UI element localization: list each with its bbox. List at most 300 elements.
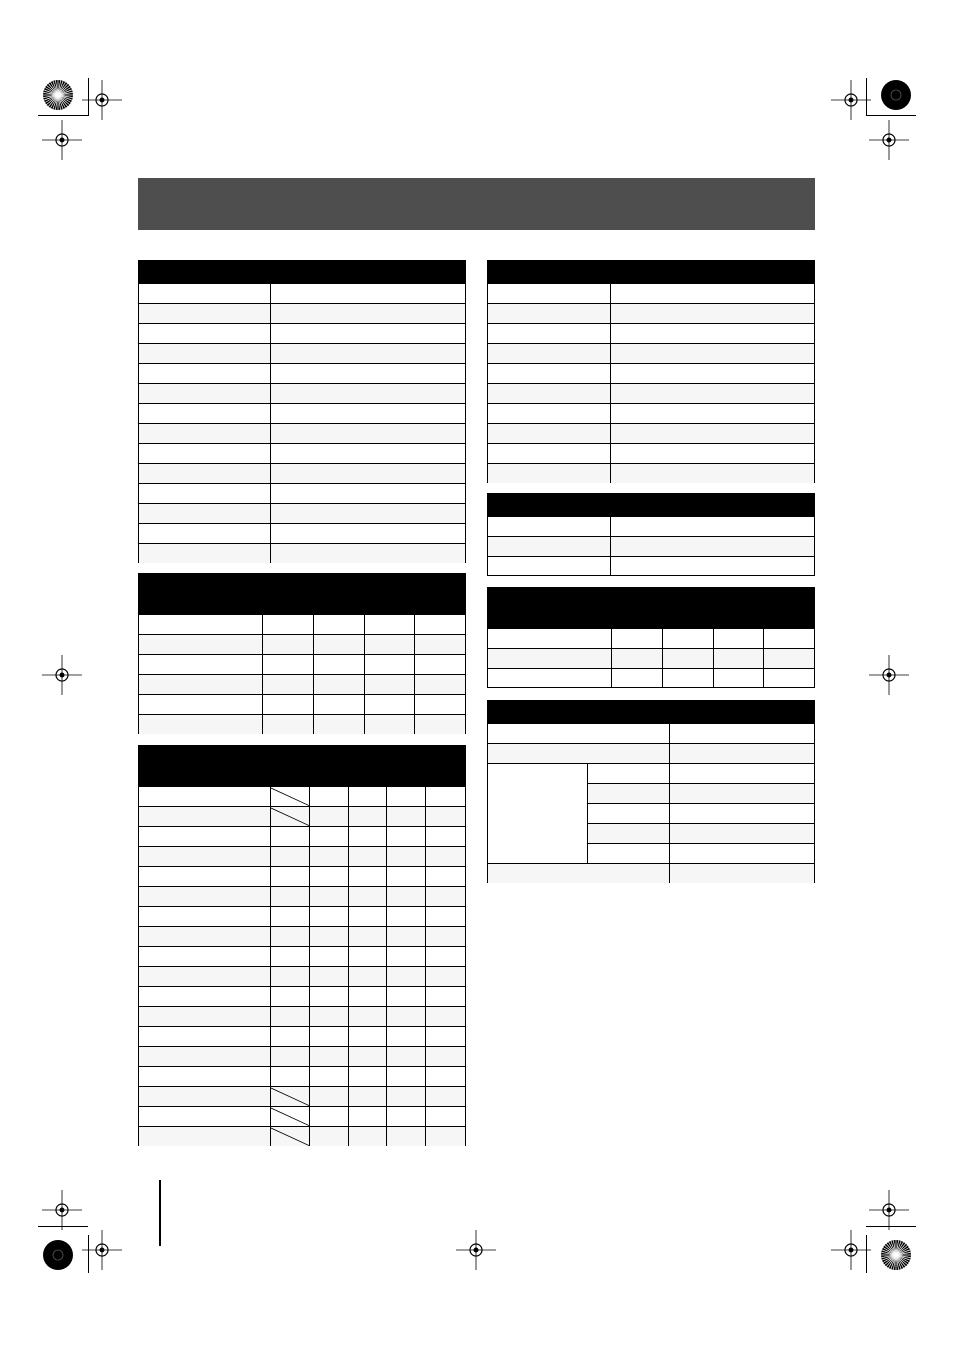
table-cell (610, 444, 814, 463)
table-cell (669, 804, 814, 823)
table-cell (488, 864, 669, 883)
table-cell (386, 927, 425, 946)
table-cell (488, 424, 610, 443)
table-cell (386, 987, 425, 1006)
table-cell (713, 649, 764, 668)
table-row (488, 823, 814, 843)
table-cell (309, 887, 348, 906)
table-header (488, 588, 814, 628)
table-cell (488, 344, 610, 363)
table-cell (488, 803, 587, 824)
registration-mark-icon (456, 1230, 496, 1270)
table-cell (425, 807, 465, 826)
table-row (139, 1106, 465, 1126)
table-row (139, 283, 465, 303)
table-cell (364, 675, 415, 694)
table-cell (139, 827, 270, 846)
table-row (488, 783, 814, 803)
table-row (139, 654, 465, 674)
table-cell (763, 649, 814, 668)
table-cell (270, 324, 465, 343)
table-cell (587, 844, 669, 863)
table-row (488, 343, 814, 363)
table-cell (348, 787, 387, 806)
table-row (488, 536, 814, 556)
table-cell (414, 635, 465, 654)
section-header-band (138, 178, 815, 230)
table-cell (139, 615, 262, 634)
table-cell (139, 635, 262, 654)
table-cell (139, 1067, 270, 1086)
table-cell (270, 544, 465, 563)
table-cell (270, 967, 309, 986)
table-cell (386, 1067, 425, 1086)
table-cell (425, 887, 465, 906)
table-cell (270, 947, 309, 966)
table-cell (425, 1067, 465, 1086)
table-cell (270, 887, 309, 906)
spec-table-t4 (487, 260, 815, 483)
table-row (139, 866, 465, 886)
registration-mark-icon (831, 1230, 871, 1270)
table-cell (414, 655, 465, 674)
table-cell (309, 827, 348, 846)
table-cell (270, 504, 465, 523)
table-cell (488, 764, 587, 783)
table-cell (414, 715, 465, 734)
table-row (139, 1026, 465, 1046)
table-cell (270, 1067, 309, 1086)
table-cell (386, 887, 425, 906)
table-cell (139, 504, 270, 523)
spec-table-t6 (487, 587, 815, 688)
table-cell (139, 675, 262, 694)
table-cell (386, 947, 425, 966)
table-cell (610, 344, 814, 363)
table-row (139, 926, 465, 946)
table-cell (270, 847, 309, 866)
table-cell (488, 304, 610, 323)
table-cell (139, 847, 270, 866)
table-cell (270, 787, 309, 806)
table-cell (139, 1007, 270, 1026)
table-cell (139, 544, 270, 563)
table-cell (270, 364, 465, 383)
table-row (139, 483, 465, 503)
color-target-icon (42, 79, 74, 111)
table-cell (414, 695, 465, 714)
table-cell (270, 907, 309, 926)
table-cell (662, 649, 713, 668)
table-row (139, 343, 465, 363)
table-cell (348, 927, 387, 946)
table-cell (139, 907, 270, 926)
table-cell (364, 635, 415, 654)
table-cell (488, 843, 587, 864)
table-cell (313, 715, 364, 734)
table-cell (386, 867, 425, 886)
table-cell (386, 1087, 425, 1106)
table-cell (669, 784, 814, 803)
registration-mark-icon (869, 1190, 909, 1230)
table-cell (139, 444, 270, 463)
table-row (488, 423, 814, 443)
table-cell (348, 847, 387, 866)
table-row (139, 1126, 465, 1146)
table-cell (139, 887, 270, 906)
table-row (139, 463, 465, 483)
table-cell (139, 967, 270, 986)
spec-table-t5 (487, 493, 815, 576)
table-cell (610, 404, 814, 423)
table-cell (139, 867, 270, 886)
table-cell (309, 847, 348, 866)
table-cell (270, 827, 309, 846)
table-cell (364, 615, 415, 634)
table-row (488, 556, 814, 576)
table-cell (139, 304, 270, 323)
table-cell (270, 1087, 309, 1106)
table-cell (309, 1067, 348, 1086)
table-cell (386, 907, 425, 926)
table-cell (309, 987, 348, 1006)
table-cell (309, 867, 348, 886)
table-cell (309, 967, 348, 986)
table-row (488, 723, 814, 743)
table-cell (669, 844, 814, 863)
table-cell (425, 907, 465, 926)
table-cell (425, 1027, 465, 1046)
table-cell (488, 744, 669, 763)
table-row (488, 363, 814, 383)
table-cell (488, 364, 610, 383)
table-row (488, 803, 814, 823)
table-cell (386, 1127, 425, 1146)
table-cell (587, 824, 669, 843)
table-row (488, 763, 814, 783)
table-cell (348, 1047, 387, 1066)
table-cell (610, 284, 814, 303)
table-row (139, 634, 465, 654)
table-cell (386, 967, 425, 986)
table-cell (488, 464, 610, 483)
table-row (488, 628, 814, 648)
table-cell (425, 967, 465, 986)
table-cell (270, 404, 465, 423)
table-cell (425, 987, 465, 1006)
table-cell (488, 537, 610, 556)
table-cell (386, 1007, 425, 1026)
table-cell (139, 324, 270, 343)
table-cell (313, 675, 364, 694)
table-row (139, 806, 465, 826)
table-row (139, 323, 465, 343)
table-cell (139, 1127, 270, 1146)
table-cell (309, 1027, 348, 1046)
table-cell (309, 1107, 348, 1126)
table-row (139, 303, 465, 323)
table-cell (139, 424, 270, 443)
table-cell (488, 557, 610, 576)
table-cell (669, 764, 814, 783)
table-row (139, 363, 465, 383)
table-cell (488, 649, 611, 668)
table-cell (270, 424, 465, 443)
table-row (139, 906, 465, 926)
table-cell (425, 827, 465, 846)
table-cell (488, 783, 587, 804)
table-cell (139, 524, 270, 543)
table-row (488, 668, 814, 688)
table-cell (386, 1027, 425, 1046)
table-cell (313, 635, 364, 654)
table-cell (139, 987, 270, 1006)
table-cell (139, 787, 270, 806)
table-cell (309, 1047, 348, 1066)
table-cell (262, 675, 313, 694)
table-header (139, 574, 465, 614)
table-cell (139, 927, 270, 946)
table-cell (139, 655, 262, 674)
table-row (139, 1046, 465, 1066)
spec-table-t1 (138, 260, 466, 563)
table-cell (610, 364, 814, 383)
table-cell (309, 927, 348, 946)
table-row (488, 648, 814, 668)
table-cell (270, 987, 309, 1006)
table-header (139, 261, 465, 283)
registration-mark-icon (82, 1230, 122, 1270)
table-cell (270, 344, 465, 363)
table-header (488, 701, 814, 723)
table-cell (610, 464, 814, 483)
table-cell (364, 715, 415, 734)
table-cell (425, 947, 465, 966)
table-cell (386, 1047, 425, 1066)
table-cell (386, 847, 425, 866)
table-row (488, 843, 814, 863)
registration-mark-icon (869, 120, 909, 160)
table-cell (139, 1087, 270, 1106)
table-cell (270, 464, 465, 483)
table-cell (262, 715, 313, 734)
table-cell (270, 304, 465, 323)
table-cell (348, 807, 387, 826)
table-row (488, 743, 814, 763)
table-cell (348, 1107, 387, 1126)
table-cell (139, 1047, 270, 1066)
registration-mark-icon (42, 1190, 82, 1230)
table-row (139, 846, 465, 866)
table-row (488, 863, 814, 883)
table-cell (313, 615, 364, 634)
table-cell (425, 1007, 465, 1026)
table-cell (139, 484, 270, 503)
table-cell (348, 887, 387, 906)
table-cell (139, 947, 270, 966)
table-cell (270, 384, 465, 403)
table-cell (348, 1027, 387, 1046)
table-cell (364, 655, 415, 674)
spec-table-t7 (487, 700, 815, 883)
table-row (139, 443, 465, 463)
table-cell (139, 807, 270, 826)
table-cell (488, 517, 610, 536)
table-cell (414, 615, 465, 634)
table-cell (348, 1067, 387, 1086)
table-cell (270, 927, 309, 946)
table-cell (139, 284, 270, 303)
table-cell (348, 827, 387, 846)
table-cell (425, 1107, 465, 1126)
color-target-icon (880, 1239, 912, 1271)
registration-mark-icon (869, 655, 909, 695)
table-cell (348, 987, 387, 1006)
table-cell (139, 384, 270, 403)
crop-line (866, 115, 916, 116)
table-cell (386, 807, 425, 826)
table-cell (270, 444, 465, 463)
table-row (139, 543, 465, 563)
table-cell (270, 1047, 309, 1066)
table-cell (587, 804, 669, 823)
table-row (139, 503, 465, 523)
table-cell (425, 927, 465, 946)
table-cell (669, 864, 814, 883)
table-row (139, 1086, 465, 1106)
table-cell (309, 1087, 348, 1106)
table-header (139, 746, 465, 786)
table-cell (270, 1127, 309, 1146)
spec-table-t3 (138, 745, 466, 1146)
table-row (139, 523, 465, 543)
table-row (139, 986, 465, 1006)
table-cell (386, 1107, 425, 1126)
table-cell (669, 824, 814, 843)
table-cell (309, 907, 348, 926)
spec-table-t2 (138, 573, 466, 734)
table-row (488, 516, 814, 536)
table-cell (139, 1107, 270, 1126)
table-cell (763, 629, 814, 648)
table-cell (425, 1087, 465, 1106)
table-cell (309, 1007, 348, 1026)
table-cell (270, 807, 309, 826)
table-cell (488, 823, 587, 844)
table-cell (610, 304, 814, 323)
table-cell (270, 484, 465, 503)
table-cell (611, 629, 662, 648)
table-cell (309, 947, 348, 966)
table-header (488, 261, 814, 283)
table-cell (139, 364, 270, 383)
registration-mark-icon (82, 80, 122, 120)
table-cell (139, 1027, 270, 1046)
table-row (139, 886, 465, 906)
table-cell (309, 807, 348, 826)
table-cell (713, 629, 764, 648)
table-cell (313, 695, 364, 714)
table-cell (270, 284, 465, 303)
table-cell (488, 629, 611, 648)
color-target-icon (42, 1239, 74, 1271)
registration-mark-icon (42, 120, 82, 160)
table-cell (669, 724, 814, 743)
table-cell (139, 344, 270, 363)
table-cell (348, 967, 387, 986)
table-cell (587, 784, 669, 803)
table-cell (262, 655, 313, 674)
table-cell (488, 324, 610, 343)
table-row (139, 1006, 465, 1026)
table-cell (414, 675, 465, 694)
table-cell (386, 787, 425, 806)
page-title (138, 178, 815, 206)
table-cell (610, 424, 814, 443)
table-cell (270, 867, 309, 886)
table-row (488, 303, 814, 323)
table-cell (270, 1107, 309, 1126)
table-cell (611, 649, 662, 668)
table-cell (309, 787, 348, 806)
table-row (139, 423, 465, 443)
table-cell (587, 764, 669, 783)
table-cell (309, 1127, 348, 1146)
table-row (139, 1066, 465, 1086)
table-row (139, 966, 465, 986)
table-cell (313, 655, 364, 674)
table-row (488, 403, 814, 423)
table-cell (610, 537, 814, 556)
table-cell (488, 284, 610, 303)
table-cell (425, 1127, 465, 1146)
table-cell (488, 669, 611, 688)
table-cell (662, 629, 713, 648)
table-cell (348, 1007, 387, 1026)
table-row (139, 826, 465, 846)
table-cell (348, 1087, 387, 1106)
table-cell (364, 695, 415, 714)
table-cell (270, 1007, 309, 1026)
color-target-icon (880, 79, 912, 111)
table-cell (669, 744, 814, 763)
table-cell (488, 724, 669, 743)
table-cell (348, 907, 387, 926)
table-cell (425, 1047, 465, 1066)
table-row (488, 443, 814, 463)
table-cell (425, 867, 465, 886)
table-cell (262, 635, 313, 654)
table-cell (610, 557, 814, 576)
crop-line (38, 115, 88, 116)
table-row (139, 403, 465, 423)
table-cell (139, 695, 262, 714)
page-edge-rule (159, 1180, 161, 1246)
table-row (139, 714, 465, 734)
table-row (139, 614, 465, 634)
table-row (139, 383, 465, 403)
table-cell (348, 1127, 387, 1146)
table-cell (610, 324, 814, 343)
table-cell (763, 669, 814, 688)
table-cell (488, 384, 610, 403)
table-cell (348, 867, 387, 886)
table-cell (425, 847, 465, 866)
table-row (488, 283, 814, 303)
table-cell (386, 827, 425, 846)
table-cell (713, 669, 764, 688)
table-header (488, 494, 814, 516)
